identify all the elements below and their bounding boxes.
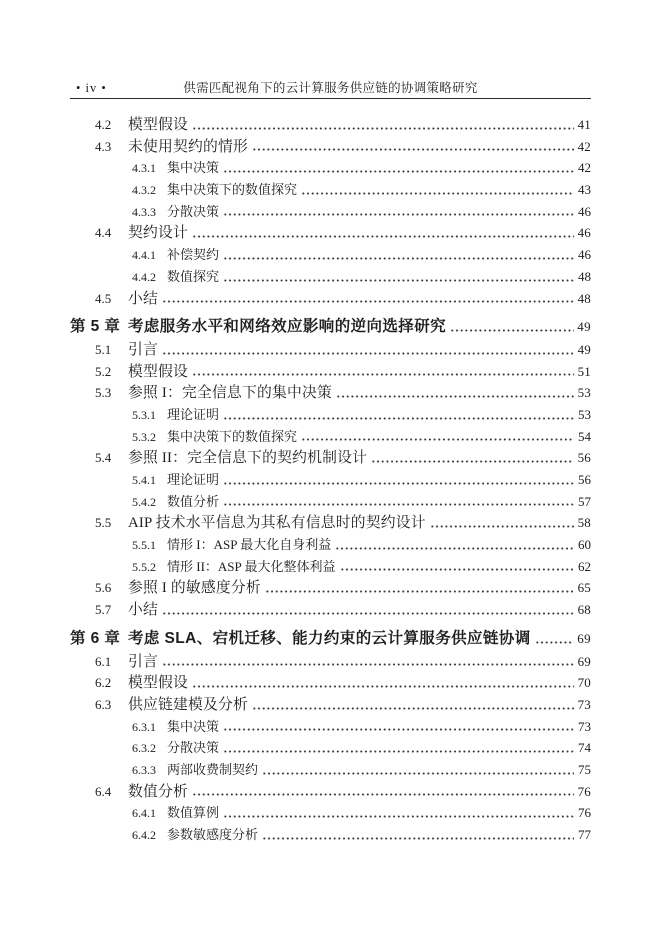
dot-leader xyxy=(224,170,574,173)
dot-leader xyxy=(302,438,574,441)
toc-chapter-entry xyxy=(70,628,591,650)
dot-leader xyxy=(193,373,574,376)
toc-entry-title: 供应链建模及分析 xyxy=(128,696,248,713)
dot-leader xyxy=(253,148,574,151)
dot-leader xyxy=(163,612,574,615)
toc-entry-title: 小结 xyxy=(128,602,158,619)
toc-entry-title: 引言 xyxy=(128,653,158,670)
toc-entry-number: 5.6 xyxy=(95,580,112,596)
toc-entry-page: 46 xyxy=(577,225,591,241)
toc-entry-page: 49 xyxy=(577,341,591,357)
toc-subsection-entry xyxy=(70,404,591,426)
toc-entry-page: 53 xyxy=(578,406,591,422)
toc-entry-number: 4.5 xyxy=(95,290,112,306)
toc-subsection-entry xyxy=(70,802,591,824)
toc-entry-page: 60 xyxy=(578,537,591,553)
toc-entry-number: 6.3.1 xyxy=(132,719,156,734)
dot-leader xyxy=(163,300,574,303)
toc-entry-title: 未使用契约的情形 xyxy=(128,138,248,155)
toc-subsection-entry xyxy=(70,266,591,288)
toc-section-entry xyxy=(70,288,591,310)
toc-section-entry xyxy=(70,672,591,694)
toc-entry-title: 模型假设 xyxy=(128,363,188,380)
toc-entry-page: 70 xyxy=(577,675,591,691)
toc-entry-title: 分散决策 xyxy=(167,740,220,756)
toc-section-entry xyxy=(70,136,591,158)
toc-entry-title: AIP 技术水平信息为其私有信息时的契约设计 xyxy=(128,515,426,532)
toc-section-entry xyxy=(70,339,591,361)
toc-subsection-entry xyxy=(70,556,591,578)
toc-entry-page: 65 xyxy=(577,580,591,596)
dot-leader xyxy=(224,257,574,260)
toc-subsection-entry xyxy=(70,201,591,223)
toc-entry-title: 集中决策 xyxy=(167,718,220,734)
toc-entry-number: 4.2 xyxy=(95,117,112,132)
toc-entry-page: 73 xyxy=(578,718,591,734)
toc-subsection-entry xyxy=(70,534,591,556)
dot-leader xyxy=(431,525,574,528)
toc-chapter-entry xyxy=(70,316,591,338)
dot-leader xyxy=(224,417,574,420)
toc-entry-number: 4.4.2 xyxy=(132,269,156,284)
dot-leader xyxy=(224,750,574,753)
dot-leader xyxy=(163,663,574,666)
toc-entry-number: 4.3.1 xyxy=(132,161,156,176)
toc-entry-title: 数值探究 xyxy=(167,268,220,284)
toc-entry-number: 6.3.3 xyxy=(132,762,156,777)
toc-entry-title: 模型假设 xyxy=(128,117,188,133)
toc-entry-page: 43 xyxy=(578,182,591,198)
toc-entry-title: 模型假设 xyxy=(128,675,188,692)
toc-entry-page: 48 xyxy=(578,268,591,284)
dot-leader xyxy=(193,793,574,796)
toc-entry-title: 补偿契约 xyxy=(167,247,220,263)
toc-entry-title: 集中决策 xyxy=(167,160,220,176)
dot-leader xyxy=(224,728,574,731)
toc-entry-page: 62 xyxy=(578,558,591,574)
toc-section-entry xyxy=(70,114,591,136)
toc-subsection-entry xyxy=(70,759,591,781)
dot-leader xyxy=(536,641,574,644)
toc-entry-page: 73 xyxy=(577,696,591,712)
running-title: 供需匹配视角下的云计算服务供应链的协调策略研究 xyxy=(183,81,478,95)
toc-entry-number: 5.5.1 xyxy=(132,538,156,553)
toc-entry-page: 58 xyxy=(577,515,591,531)
dot-leader xyxy=(224,503,574,506)
toc-entry-number: 5.5 xyxy=(95,515,112,531)
toc-entry-number: 4.3 xyxy=(95,138,112,154)
toc-entry-number: 5.4.2 xyxy=(132,494,156,509)
toc-entry-page: 56 xyxy=(577,450,591,466)
dot-leader xyxy=(266,590,574,593)
toc-subsection-entry xyxy=(70,824,591,846)
dot-leader xyxy=(163,352,574,355)
toc-subsection-entry xyxy=(70,244,591,266)
toc-entry-number: 5.3.1 xyxy=(132,407,156,422)
dot-leader xyxy=(253,707,574,710)
toc-entry-title: 分散决策 xyxy=(167,203,220,219)
toc-entry-page: 76 xyxy=(578,805,591,821)
toc-entry-title: 理论证明 xyxy=(167,406,220,422)
toc-entry-number: 5.4 xyxy=(95,450,112,466)
dot-leader xyxy=(193,235,574,238)
toc-section-entry xyxy=(70,599,591,621)
toc-entry-page: 77 xyxy=(578,827,591,842)
toc-entry-number: 4.3.2 xyxy=(132,183,156,198)
dot-leader xyxy=(263,772,574,775)
toc-subsection-entry xyxy=(70,737,591,759)
toc-entry-number: 5.4.1 xyxy=(132,473,156,487)
toc-entry-title: 集中决策下的数值探究 xyxy=(167,182,298,198)
toc-entry-title: 理论证明 xyxy=(167,472,220,487)
dot-leader xyxy=(302,192,574,195)
toc-entry-page: 54 xyxy=(578,428,591,444)
toc-entry-number: 4.4.1 xyxy=(132,248,156,263)
toc-entry-number: 5.5.2 xyxy=(132,559,156,574)
toc-entry-title: 参数敏感度分析 xyxy=(167,827,259,842)
toc-section-entry xyxy=(70,694,591,716)
toc-entry-title: 参照 I：完全信息下的集中决策 xyxy=(128,385,332,402)
toc-section-entry xyxy=(70,222,591,244)
toc-section-entry xyxy=(70,512,591,534)
toc-entry-page: 76 xyxy=(577,783,591,799)
toc-entry-page: 46 xyxy=(578,203,591,219)
toc-entry-page: 69 xyxy=(577,630,591,646)
toc-subsection-entry xyxy=(70,179,591,201)
toc-entry-title: 契约设计 xyxy=(128,225,188,242)
toc-entry-page: 46 xyxy=(578,247,591,263)
toc-entry-page: 51 xyxy=(577,363,591,379)
toc-entry-title: 数值分析 xyxy=(128,783,188,800)
dot-leader xyxy=(341,568,574,571)
toc-entry-page: 69 xyxy=(577,653,591,669)
toc-section-entry xyxy=(70,361,591,383)
running-header xyxy=(70,80,591,97)
toc-entry-number: 6.3 xyxy=(95,696,112,712)
toc-subsection-entry xyxy=(70,157,591,179)
dot-leader xyxy=(224,279,574,282)
toc-entry-page: 57 xyxy=(578,493,591,509)
toc-entry-page: 68 xyxy=(577,602,591,618)
toc-entry-number: 第 5 章 xyxy=(70,318,121,336)
dot-leader xyxy=(372,460,574,463)
toc-list xyxy=(70,114,591,846)
toc-entry-number: 4.3.3 xyxy=(132,204,156,219)
toc-entry-page: 74 xyxy=(578,740,591,756)
toc-entry-title: 引言 xyxy=(128,341,158,358)
toc-entry-number: 6.4 xyxy=(95,783,112,799)
toc-entry-number: 5.3 xyxy=(95,385,112,401)
toc-entry-number: 6.3.2 xyxy=(132,741,156,756)
toc-section-entry xyxy=(70,651,591,673)
toc-entry-number: 6.4.1 xyxy=(132,806,156,821)
dot-leader xyxy=(224,213,574,216)
toc-entry-title: 考虑服务水平和网络效应影响的逆向选择研究 xyxy=(128,318,447,336)
toc-subsection-entry xyxy=(70,491,591,513)
dot-leader xyxy=(224,482,574,485)
toc-entry-title: 两部收费制契约 xyxy=(167,761,259,777)
toc-entry-title: 参照 I 的敏感度分析 xyxy=(128,580,261,597)
dot-leader xyxy=(263,837,574,840)
toc-entry-number: 第 6 章 xyxy=(70,629,121,647)
toc-subsection-entry xyxy=(70,469,591,491)
toc-entry-title: 数值算例 xyxy=(167,805,220,821)
toc-section-entry xyxy=(70,781,591,803)
toc-entry-title: 小结 xyxy=(128,290,158,307)
dot-leader xyxy=(337,395,574,398)
toc-entry-number: 6.1 xyxy=(95,653,112,669)
toc-entry-title: 情形 II：ASP 最大化整体利益 xyxy=(167,558,336,574)
toc-section-entry xyxy=(70,447,591,469)
toc-entry-title: 参照 II：完全信息下的契约机制设计 xyxy=(128,450,368,467)
toc-entry-page: 75 xyxy=(578,761,591,777)
toc-section-entry xyxy=(70,382,591,404)
dot-leader xyxy=(193,685,574,688)
toc-entry-page: 48 xyxy=(577,290,591,306)
toc-entry-title: 数值分析 xyxy=(167,493,220,509)
toc-entry-title: 情形 I：ASP 最大化自身利益 xyxy=(167,537,332,553)
toc-entry-number: 4.4 xyxy=(95,225,112,241)
dot-leader xyxy=(336,547,574,550)
toc-entry-number: 6.2 xyxy=(95,675,112,691)
toc-entry-number: 5.2 xyxy=(95,363,112,379)
toc-entry-number: 6.4.2 xyxy=(132,828,156,842)
toc-section-entry xyxy=(70,577,591,599)
toc-entry-page: 49 xyxy=(577,319,591,335)
toc-entry-page: 53 xyxy=(577,385,591,401)
dot-leader xyxy=(451,329,574,332)
toc-entry-page: 42 xyxy=(578,160,591,176)
toc-entry-title: 考虑 SLA、宕机迁移、能力约束的云计算服务供应链协调 xyxy=(128,629,531,647)
toc-entry-title: 集中决策下的数值探究 xyxy=(167,428,298,444)
dot-leader xyxy=(224,815,574,818)
header-rule xyxy=(70,98,591,99)
toc-entry-number: 5.1 xyxy=(95,341,112,357)
toc-entry-number: 5.3.2 xyxy=(132,429,156,444)
toc-subsection-entry xyxy=(70,716,591,738)
toc-entry-page: 56 xyxy=(578,472,591,487)
dot-leader xyxy=(193,127,574,130)
toc-entry-page: 42 xyxy=(577,138,591,154)
toc-entry-number: 5.7 xyxy=(95,602,112,618)
toc-subsection-entry xyxy=(70,426,591,448)
page-number-marker: • iv • xyxy=(76,81,107,95)
toc-entry-page: 41 xyxy=(577,117,591,132)
